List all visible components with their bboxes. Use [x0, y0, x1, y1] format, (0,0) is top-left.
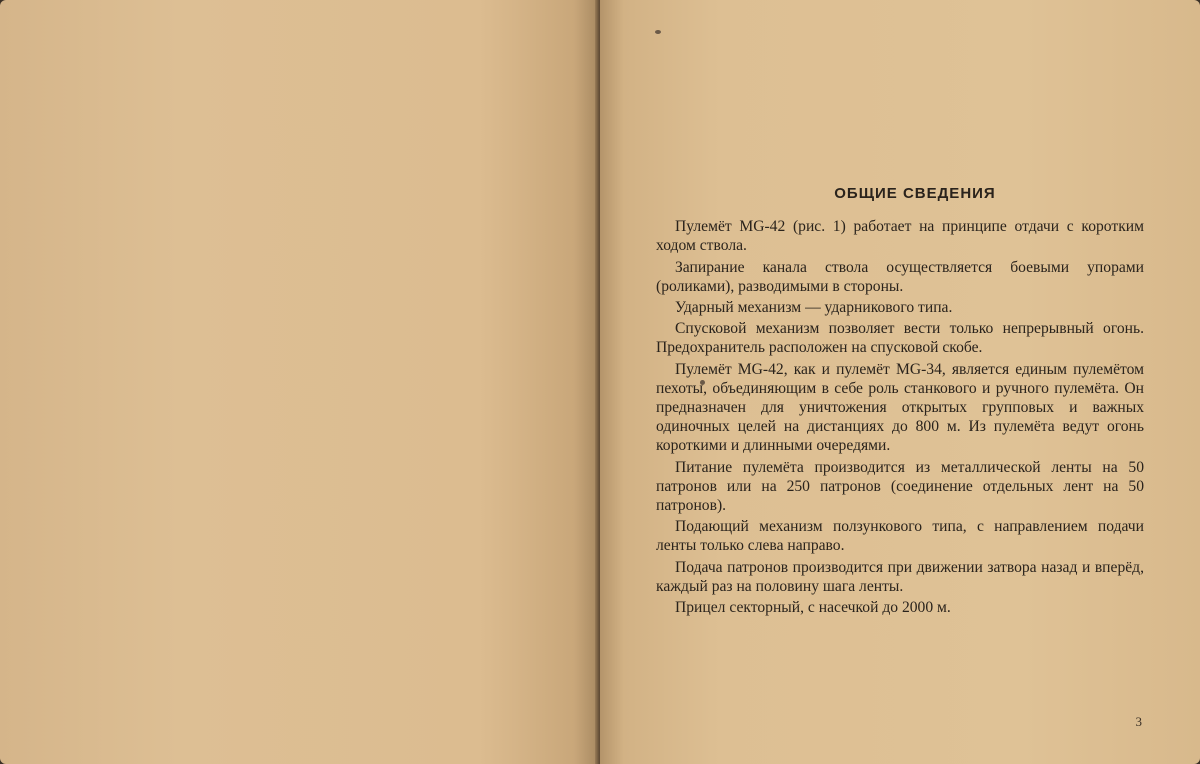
paragraph: Подающий механизм ползункового типа, с направлением подачи ленты только слева направо. — [656, 518, 1144, 555]
paragraph: Ударный механизм — ударникового типа. — [675, 299, 953, 317]
left-page-blank — [0, 0, 598, 764]
paragraph: Спусковой механизм позволяет вести только непрерывный огонь. Предохранитель расположен на спусковой скобе. — [656, 320, 1144, 357]
paragraph: Пулемёт MG-42, как и пулемёт MG-34, является единым пулемётом пехоты, объединяющим в себе роль станкового и ручного пулемёта. Он предназначен для уничтожения открытых групповых и важных одиночных целей на дистанциях до 800 м. Из пулемёта ведут огонь короткими и длинными очередями. — [656, 360, 1144, 455]
right-page — [600, 0, 1200, 764]
paper-speck — [655, 30, 661, 34]
paragraph: Пулемёт MG-42 (рис. 1) работает на принципе отдачи с коротким ходом ствола. — [656, 218, 1144, 255]
section-title: ОБЩИЕ СВЕДЕНИЯ — [834, 185, 996, 202]
paragraph: Прицел секторный, с насечкой до 2000 м. — [675, 599, 951, 617]
paragraph: Подача патронов производится при движении затвора назад и вперёд, каждый раз на половину шага ленты. — [656, 558, 1144, 595]
paragraph: Питание пулемёта производится из металлической ленты на 50 патронов или на 250 патронов (соединение отдельных лент на 50 патронов). — [656, 458, 1144, 515]
page-number: 3 — [1135, 714, 1142, 729]
paragraph: Запирание канала ствола осуществляется боевыми упорами (роликами), разводимыми в стороны. — [656, 258, 1144, 295]
page-text-block — [656, 184, 1144, 619]
